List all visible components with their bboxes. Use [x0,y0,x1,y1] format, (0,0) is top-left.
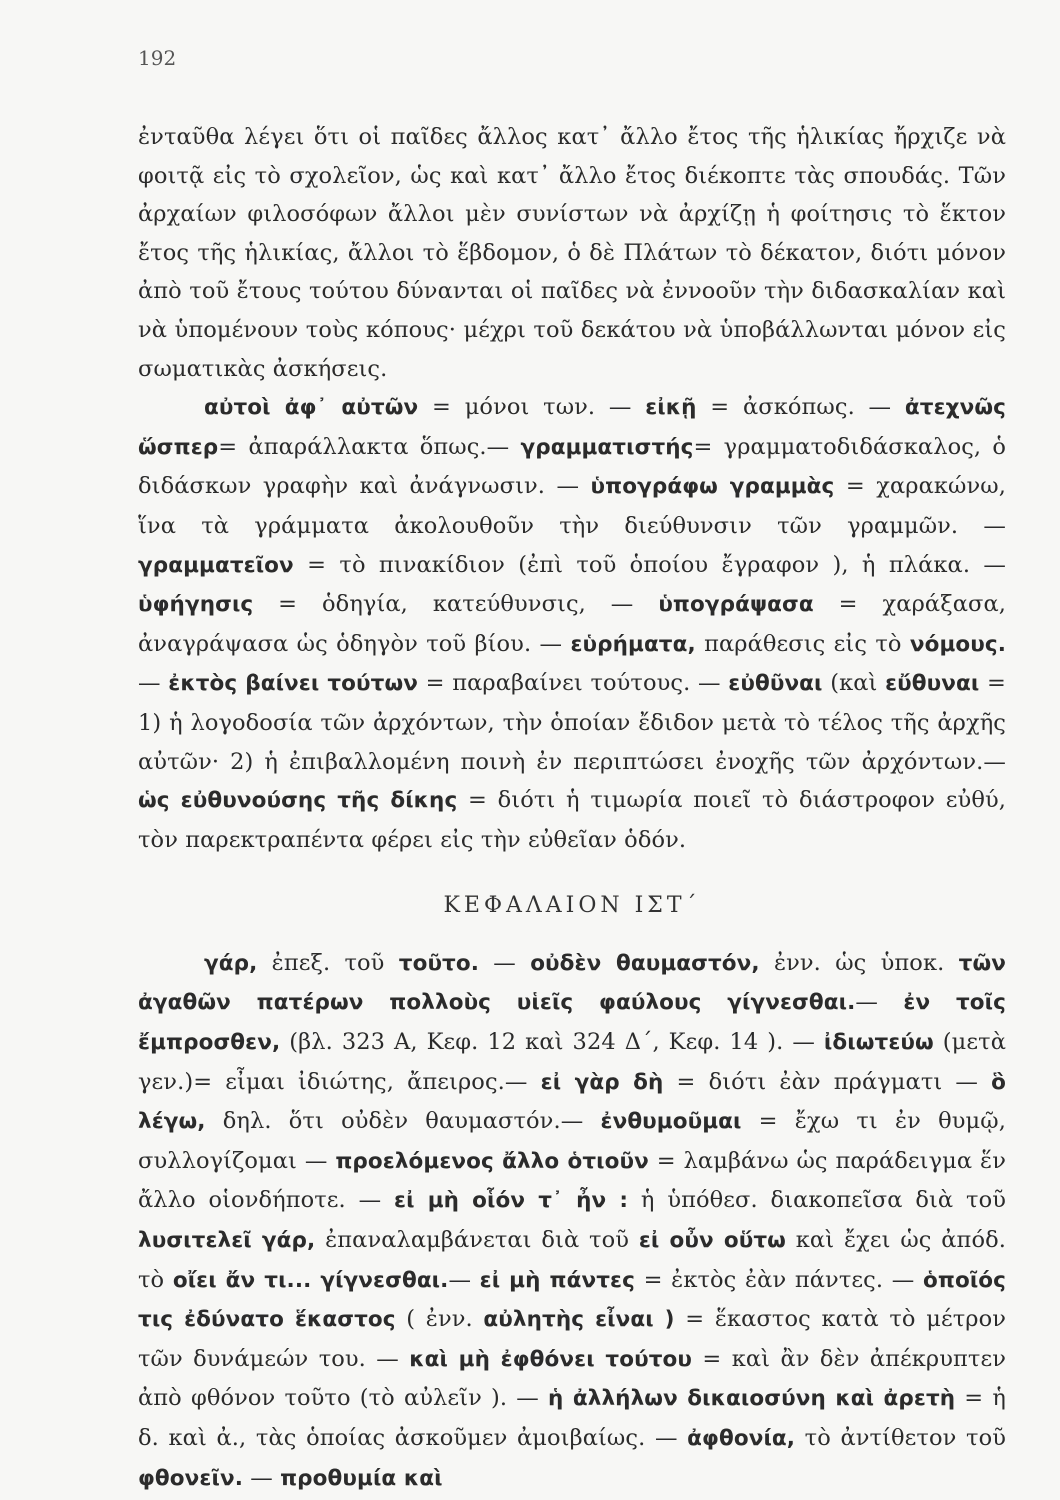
text-run: — [855,989,904,1016]
text-run: = διότι ἡ τιμωρία ποιεῖ τὸ διάστροφον εὐθύ, τὸν παρεκτραπέντα φέρει εἰς τὴν εὐθεῖαν ὁδόν. [138,787,1006,853]
lemma: εἰ οὖν οὕτω [638,1228,786,1254]
lemma: φθονεῖν. [138,1465,243,1491]
chapter-heading: ΚΕΦΑΛΑΙΟΝ ΙΣΤ΄ [443,893,701,919]
text-run: (βλ. 323 Α, Κεφ. 12 καὶ 324 Δ΄, Κεφ. 14 ). — [280,1029,824,1056]
lemma: καὶ μὴ ἐφθόνει τούτου [409,1346,693,1372]
lemma: οἴει ἄν τι... γίγνεσθαι. [172,1267,449,1293]
text-run: = χαράξασα, ἀναγράψασα ὡς ὁδηγὸν τοῦ βίου. — [138,591,1006,657]
lemma: ὁποῖός τις ἐδύνατο ἕκαστος [138,1267,1007,1333]
text-run: — [138,670,169,697]
text-run: ἐνταῦθα λέγει ὅτι οἱ παῖδες ἄλλος κατ᾽ ἄλλο ἔτος τῆς ἡλικίας ἤρχιζε νὰ φοιτᾷ εἰς τὸ σχολεῖον, ὡς καὶ κατ᾽ ἄλλο ἔτος διέκοπτε τὰς σπουδάς. Τῶν ἀρχαίων φιλοσόφων ἄλλοι μὲν συνίστων νὰ ἀρχίζῃ ἡ φοίτησις τὸ ἕκτον ἔτος τῆς ἡλικίας, ἄλλοι τὸ ἕβδομον, ὁ δὲ Πλάτων τὸ δέκατον, διότι μόνον ἀπὸ τοῦ ἔτους τούτου δύνανται οἱ παῖδες νὰ ἐννοοῦν τὴν διδασκαλίαν καὶ νὰ ὑπομένουν τοὺς κόπους· μέχρι τοῦ δεκάτου νὰ ὑποβάλλωνται μόνον εἰς σωματικὰς ἀσκήσεις. [138,124,1006,382]
lemma: εἰ μὴ πάντες [479,1267,635,1293]
text-run: = καὶ ἂν δὲν ἀπέκρυπτεν ἀπὸ φθόνον τοῦτο (τὸ αὐλεῖν ). — [138,1345,1007,1412]
lemma: τοῦτο. [398,950,480,976]
paragraph-glossary-2 [138,944,1006,1498]
text-run: = 1) ἡ λογοδοσία τῶν ἀρχόντων, τὴν ὁποίαν ἔδιδον μετὰ τὸ τέλος τῆς ἀρχῆς αὐτῶν· 2) ἡ ἐπιβαλλομένη ποινὴ ἐν περιπτώσει ἐνοχῆς τῶν ἀρχόντων.— [138,670,1006,775]
text-run: ἐνν. ὡς ὑποκ. [759,949,959,976]
lemma: εἰ μὴ οἷόν τ᾽ ἦν : [394,1188,629,1214]
text-run: = ἀπαράλλακτα ὅπως.— [218,433,521,460]
paragraph-intro [138,118,1006,388]
lemma: ἡ ἀλλήλων δικαιοσύνη καὶ ἀρετὴ [548,1386,956,1412]
text-run: ( ἐνν. [395,1306,484,1333]
text-run: = γραμματοδιδάσκαλος, ὁ διδάσκων γραφὴν καὶ ἀνάγνωσιν. — [138,433,1007,500]
text-run: = χαρακώνω, ἵνα τὰ γράμματα ἀκολουθοῦν τὴν διεύθυνσιν τῶν γραμμῶν. — [138,473,1006,539]
lemma: ἐκτὸς βαίνει τούτων [168,671,418,697]
lemma: νόμους. [909,631,1007,657]
text-run: = ὁδηγία, κατεύθυνσις, — [253,591,659,618]
lemma: λυσιτελεῖ γάρ, [138,1228,316,1254]
text-run: καὶ ἔχει ὡς ἀπόδ. τὸ [138,1227,1006,1293]
lemma: τῶν ἀγαθῶν πατέρων πολλοὺς υἱεῖς φαύλους γίγνεσθαι. [138,950,1006,1016]
lemma: ὑπογράφω γραμμὰς [590,474,835,500]
lemma: εὐθῦναι [728,671,823,697]
lemma: οὐδὲν θαυμαστόν, [530,950,760,976]
lemma: εὔθυναι [885,671,980,697]
text-run: = λαμβάνω ὡς παράδειγμα ἕν ἄλλο οἱονδήποτε. — [138,1147,1006,1214]
text-run: ἐπαναλαμβάνεται διὰ τοῦ [315,1227,639,1254]
lemma: ὃ λέγω, [138,1069,1006,1135]
text-run: ἐπεξ. τοῦ [257,949,399,976]
lemma: αὐλητὴς εἶναι ) [483,1307,675,1333]
lemma: γραμματιστής [520,434,694,460]
text-run: (μετὰ γεν.)= εἶμαι ἰδιώτης, ἄπειρος.— [138,1029,1007,1095]
lemma: ἀφθονία, [687,1426,796,1451]
lemma: ὡς εὐθυνούσης τῆς δίκης [138,788,458,814]
lemma: εἰκῇ [645,395,697,421]
text-run: παράθεσις εἰς τὸ [695,630,910,657]
text-run: τὸ ἀντίθετον τοῦ [795,1425,1006,1451]
lemma: γάρ, [204,950,258,976]
text-run: = ἡ δ. καὶ ἀ., τὰς ὁποίας ἀσκοῦμεν ἀμοιβαίως. — [138,1385,1006,1451]
text-run: = παραβαίνει τούτους. — [417,670,729,697]
lemma: ἐνθυμοῦμαι [600,1109,742,1135]
text-run: δηλ. ὅτι οὐδὲν θαυμαστόν.— [205,1108,601,1135]
text-run: = μόνοι των. — [418,394,646,421]
lemma: αὐτοὶ ἀφ᾽ αὐτῶν [204,395,419,421]
paragraph-glossary-1 [138,388,1006,859]
lemma: ἐν τοῖς ἔμπροσθεν, [138,990,1006,1056]
lemma: προελόμενος ἄλλο ὁτιοῦν [335,1148,649,1174]
text-run: ἡ ὑπόθεσ. διακοπεῖσα διὰ τοῦ [628,1187,1007,1214]
text-run: = ἕκαστος κατὰ τὸ μέτρον τῶν δυνάμεών του. — [138,1306,1006,1372]
text-run: — [448,1266,480,1293]
text-run: = διότι ἐὰν πράγματι — [663,1068,992,1095]
text-run: — [479,949,531,976]
text-run: — [242,1464,281,1491]
text-run: = τὸ πινακίδιον (ἐπὶ τοῦ ὁποίου ἔγραφον ), ἡ πλάκα. — [293,551,1006,578]
lemma: ὑφήγησις [138,592,254,618]
lemma: ἰδιωτεύω [823,1030,934,1056]
page-body [138,118,1006,1498]
text-run: = ἀσκόπως. — [696,394,905,421]
lemma: εὑρήματα, [570,631,696,657]
lemma: ὑπογράψασα [658,592,814,618]
page-number: 192 [138,46,177,70]
lemma: εἰ γὰρ δὴ [540,1069,664,1095]
text-run: = ἐκτὸς ἐὰν πάντες. — [634,1266,923,1293]
lemma: γραμματεῖον [138,552,294,578]
text-run: = ἔχω τι ἐν θυμῷ, συλλογίζομαι — [138,1108,1006,1174]
lemma: ἀτεχνῶς ὥσπερ [138,395,1006,460]
text-run: (καὶ [822,670,886,697]
lemma: προθυμία καὶ [280,1465,443,1491]
